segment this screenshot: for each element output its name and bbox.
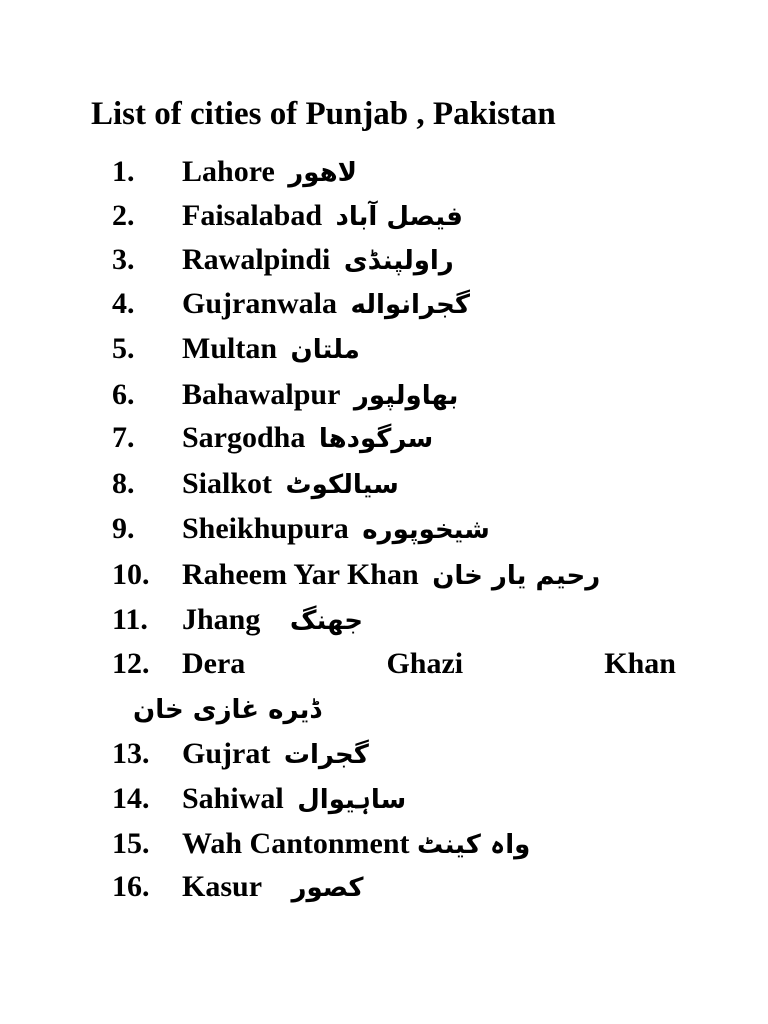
urdu-name: سرگودها (318, 424, 434, 454)
english-name-word: Ghazi (386, 647, 464, 680)
list-item (0, 732, 768, 776)
page-title: List of cities of Punjab , Pakistan (91, 96, 556, 132)
city-name (182, 777, 406, 822)
list-number: 10. (112, 558, 150, 591)
list-number: 14. (112, 782, 150, 815)
urdu-name: بهاولپور (353, 381, 459, 411)
urdu-name: گجرات (283, 740, 369, 770)
urdu-name: ساہیوال (297, 785, 407, 815)
list-number: 2. (112, 199, 135, 232)
list-number: 11. (112, 603, 148, 636)
list-item (0, 194, 768, 238)
list-number: 15. (112, 827, 150, 860)
city-name (182, 822, 530, 867)
list-item-continuation (0, 687, 768, 731)
urdu-name: ڈیره غازی خان (133, 695, 321, 725)
list-item (0, 598, 768, 642)
english-name: Sialkot (182, 467, 273, 500)
list-number: 9. (112, 512, 135, 545)
list-item (0, 373, 768, 417)
list-number: 7. (112, 421, 135, 454)
list-item (0, 282, 768, 326)
list-number: 8. (112, 467, 135, 500)
city-name (182, 732, 369, 777)
english-name: Wah Cantonment (182, 827, 410, 860)
list-number: 3. (112, 243, 135, 276)
list-number: 12. (112, 647, 150, 680)
list-item (0, 327, 768, 371)
english-name: Gujranwala (182, 287, 338, 320)
city-name-continuation (133, 687, 321, 732)
urdu-name: رحیم یار خان (432, 561, 601, 591)
city-name (182, 462, 399, 507)
urdu-name: ملتان (290, 335, 360, 365)
english-name: Multan (182, 332, 278, 365)
list-item (0, 416, 768, 460)
city-name (182, 598, 363, 643)
list-number: 16. (112, 870, 150, 903)
english-name: Gujrat (182, 737, 271, 770)
city-name (182, 282, 470, 327)
city-name (182, 416, 433, 461)
urdu-name: واہ کینٹ (417, 830, 531, 860)
english-name: Sheikhupura (182, 512, 349, 545)
list-item (0, 865, 768, 909)
list-number: 6. (112, 378, 135, 411)
urdu-name: راولپنڈی (343, 246, 454, 276)
city-name (182, 327, 360, 372)
city-name (182, 238, 454, 283)
urdu-name: لاهور (288, 158, 357, 188)
list-item (0, 777, 768, 821)
urdu-name: سیالکوٹ (285, 470, 399, 500)
list-item (0, 553, 768, 597)
urdu-name: شیخوپوره (362, 515, 490, 545)
urdu-name: فیصل آباد (335, 202, 463, 232)
english-name: Sargodha (182, 421, 306, 454)
english-name: Jhang (182, 603, 261, 636)
list-item (0, 507, 768, 551)
urdu-name: جهنگ (289, 606, 364, 636)
city-name (182, 507, 490, 552)
english-name: Faisalabad (182, 199, 323, 232)
list-item (0, 238, 768, 282)
city-name (182, 150, 357, 195)
city-name (182, 865, 364, 910)
city-name (182, 373, 458, 418)
english-name: Sahiwal (182, 782, 284, 815)
list-number: 1. (112, 155, 135, 188)
list-number: 4. (112, 287, 135, 320)
list-item (0, 150, 768, 194)
english-name-word: Dera (182, 647, 246, 680)
english-name: Raheem Yar Khan (182, 558, 419, 591)
urdu-name: گجرانواله (350, 290, 470, 320)
list-item (0, 822, 768, 866)
english-name: Bahawalpur (182, 378, 341, 411)
list-item (0, 642, 768, 686)
city-name (182, 553, 600, 598)
city-name (182, 642, 676, 686)
city-name (182, 194, 463, 239)
urdu-name: کصور (291, 873, 364, 903)
list-item (0, 462, 768, 506)
english-name: Lahore (182, 155, 275, 188)
list-number: 13. (112, 737, 150, 770)
list-number: 5. (112, 332, 135, 365)
english-name-word: Khan (604, 647, 676, 680)
english-name: Kasur (182, 870, 263, 903)
english-name: Rawalpindi (182, 243, 331, 276)
